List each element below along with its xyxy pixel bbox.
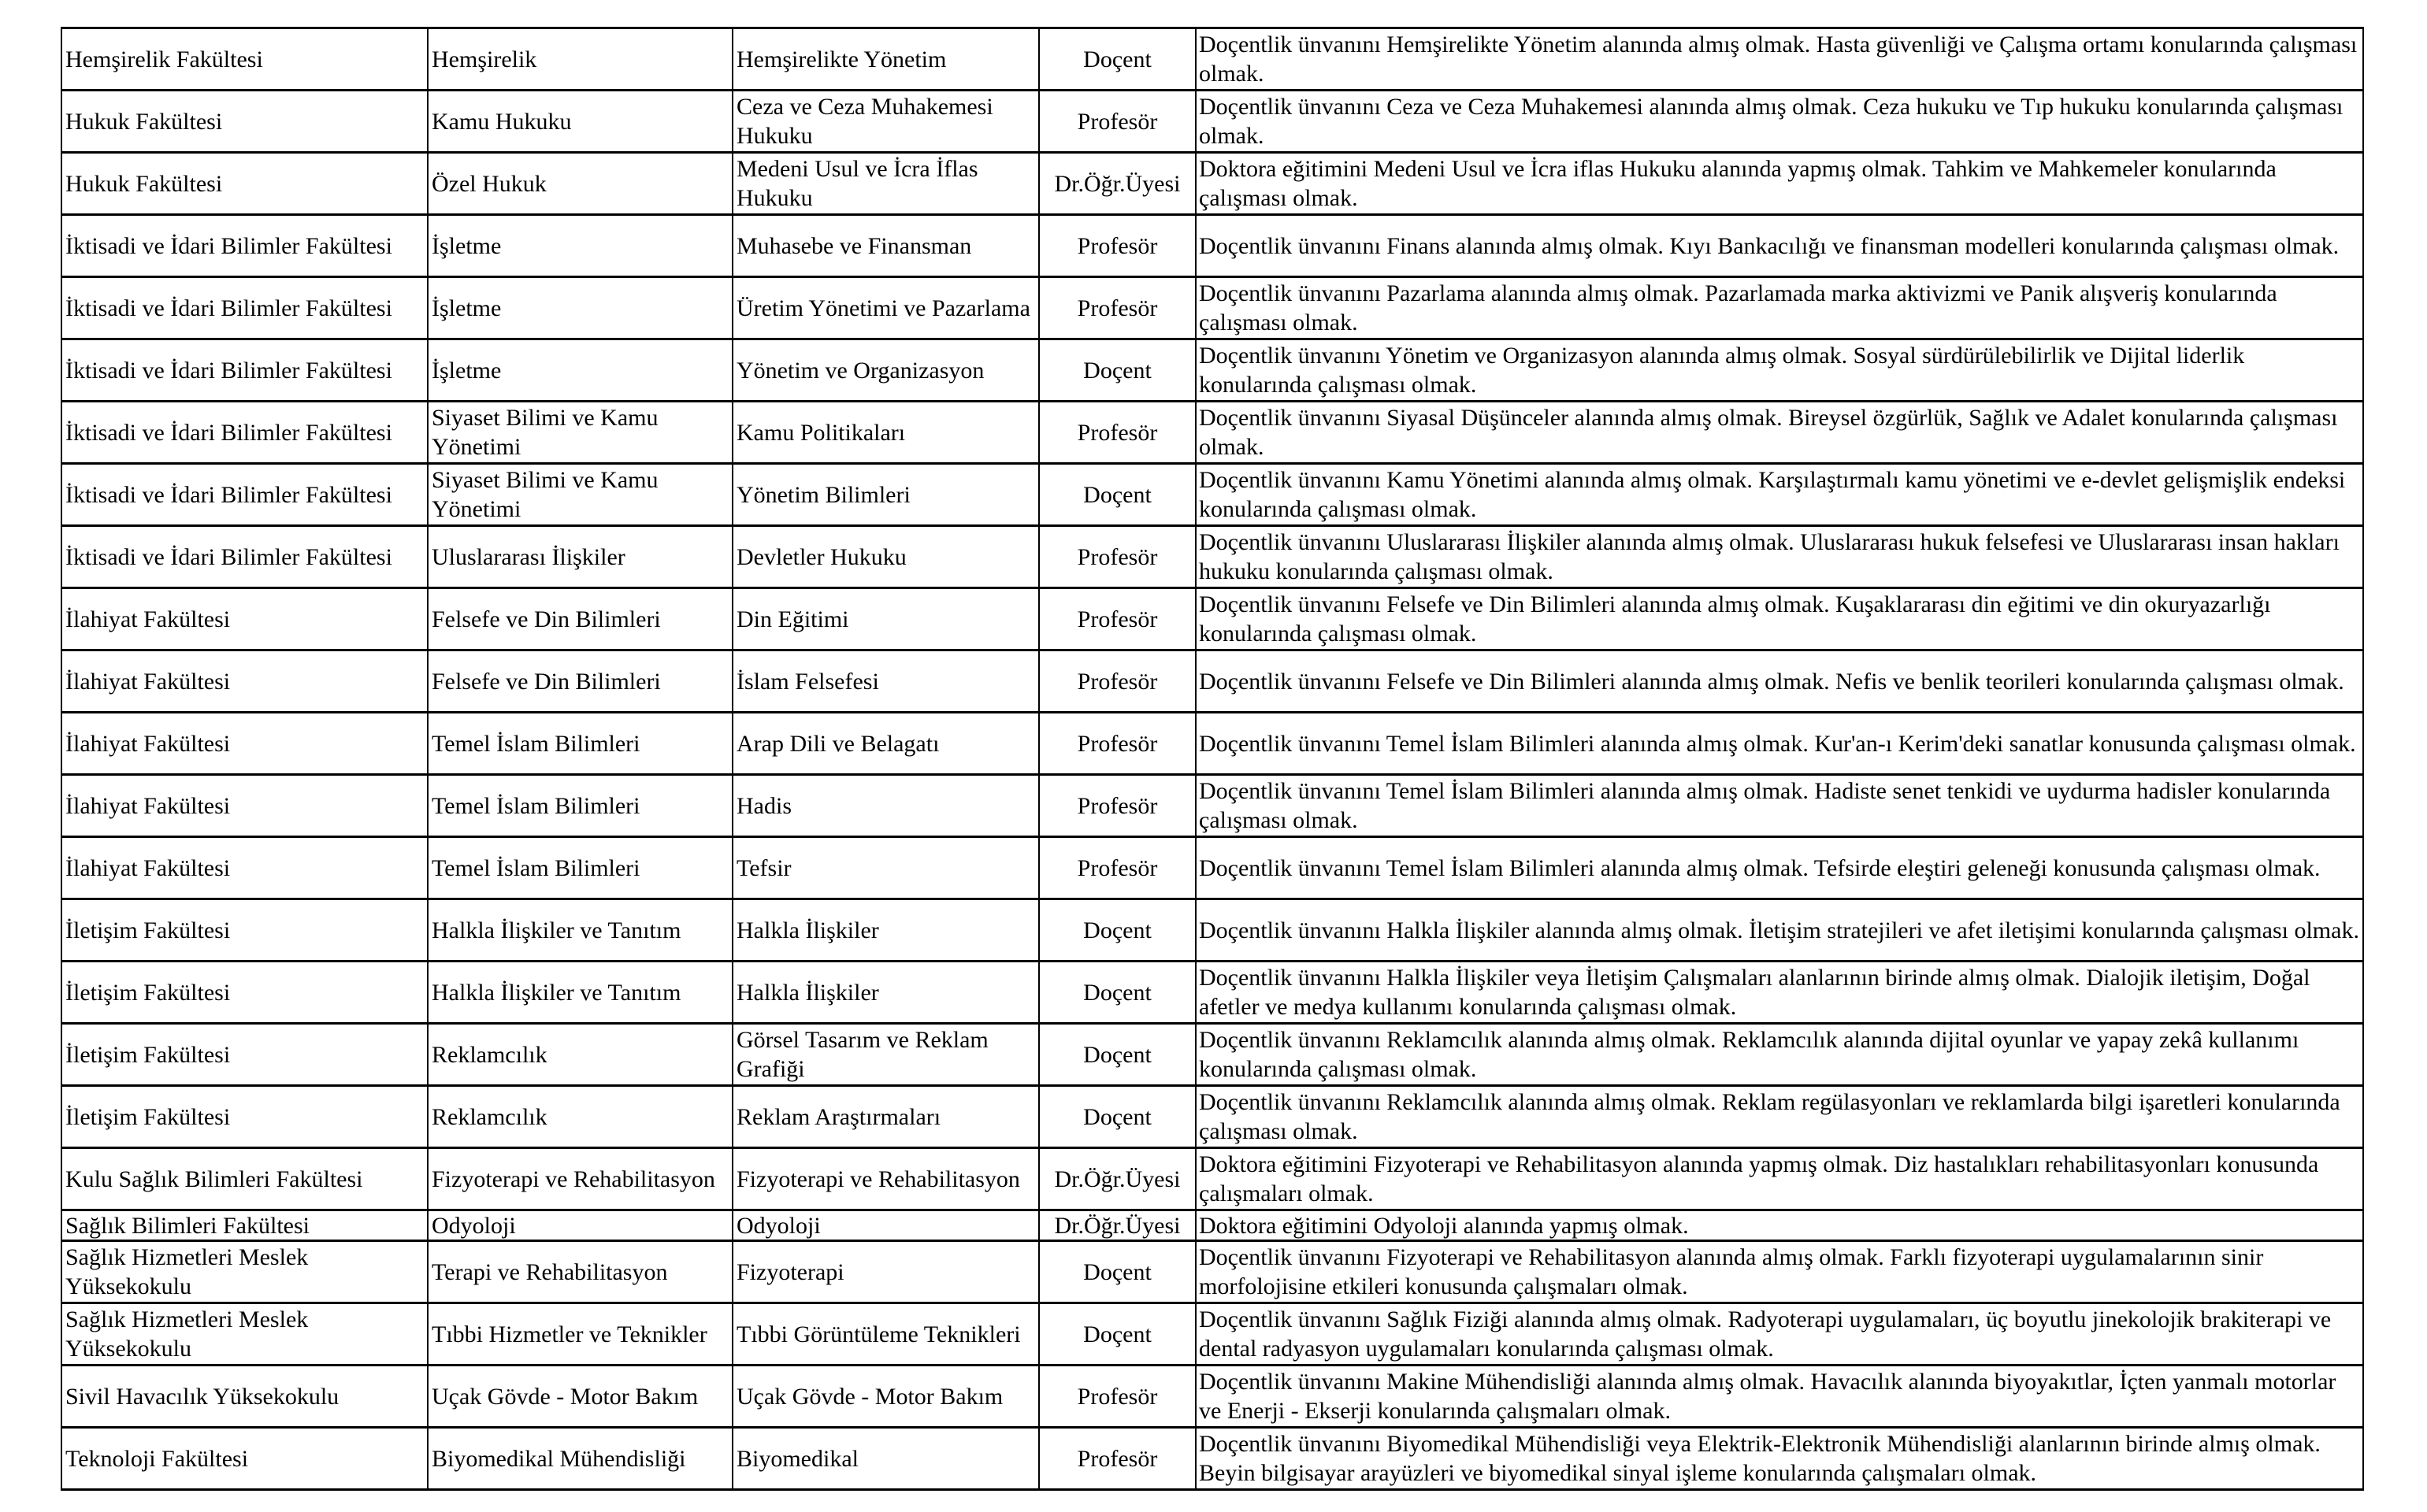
department-cell: Temel İslam Bilimleri (428, 775, 733, 837)
table-row (61, 899, 2363, 962)
division-cell: Devletler Hukuku (733, 526, 1039, 588)
requirement-cell: Doçentlik ünvanını Temel İslam Bilimleri alanında almış olmak. Hadiste senet tenkidi ve uydurma hadisler konularında çalışması olmak. (1196, 775, 2363, 837)
department-cell: Fizyoterapi ve Rehabilitasyon (428, 1148, 733, 1210)
table-row (61, 650, 2363, 713)
division-cell: Tıbbi Görüntüleme Teknikleri (733, 1303, 1039, 1366)
title-cell: Doçent (1039, 1303, 1196, 1366)
table-row (61, 588, 2363, 650)
department-cell: Odyoloji (428, 1210, 733, 1241)
faculty-cell: Teknoloji Fakültesi (61, 1428, 428, 1490)
faculty-cell: İktisadi ve İdari Bilimler Fakültesi (61, 339, 428, 402)
requirement-cell: Doçentlik ünvanını Felsefe ve Din Bilimleri alanında almış olmak. Nefis ve benlik teorileri konularında çalışması olmak. (1196, 650, 2363, 713)
division-cell: Görsel Tasarım ve Reklam Grafiği (733, 1024, 1039, 1086)
requirement-cell: Doçentlik ünvanını Kamu Yönetimi alanında almış olmak. Karşılaştırmalı kamu yönetimi ve e-devlet gelişmişlik endeksi konularında çalışması olmak. (1196, 464, 2363, 526)
requirement-cell: Doçentlik ünvanını Halkla İlişkiler veya İletişim Çalışmaları alanlarının birinde almış olmak. Dialojik iletişim, Doğal afetler ve medya kullanımı konularında çalışması olmak. (1196, 962, 2363, 1024)
division-cell: Reklam Araştırmaları (733, 1086, 1039, 1148)
division-cell: Fizyoterapi ve Rehabilitasyon (733, 1148, 1039, 1210)
table-row (61, 277, 2363, 339)
faculty-cell: İktisadi ve İdari Bilimler Fakültesi (61, 526, 428, 588)
title-cell: Doçent (1039, 962, 1196, 1024)
table-row (61, 1024, 2363, 1086)
title-cell: Profesör (1039, 650, 1196, 713)
faculty-positions-table (61, 27, 2364, 1491)
table-row (61, 402, 2363, 464)
department-cell: Terapi ve Rehabilitasyon (428, 1241, 733, 1303)
title-cell: Doçent (1039, 1241, 1196, 1303)
title-cell: Doçent (1039, 899, 1196, 962)
faculty-cell: Sağlık Bilimleri Fakültesi (61, 1210, 428, 1241)
requirement-cell: Doktora eğitimini Odyoloji alanında yapmış olmak. (1196, 1210, 2363, 1241)
division-cell: Arap Dili ve Belagatı (733, 713, 1039, 775)
division-cell: İslam Felsefesi (733, 650, 1039, 713)
requirement-cell: Doçentlik ünvanını Biyomedikal Mühendisliği veya Elektrik-Elektronik Mühendisliği alanlarının birinde almış olmak. Beyin bilgisayar arayüzleri ve biyomedikal sinyal işleme konularında çalışmaları olmak. (1196, 1428, 2363, 1490)
title-cell: Profesör (1039, 713, 1196, 775)
requirement-cell: Doçentlik ünvanını Reklamcılık alanında almış olmak. Reklamcılık alanında dijital oyunlar ve yapay zekâ kullanımı konularında çalışması olmak. (1196, 1024, 2363, 1086)
division-cell: Ceza ve Ceza Muhakemesi Hukuku (733, 91, 1039, 153)
requirement-cell: Doçentlik ünvanını Pazarlama alanında almış olmak. Pazarlamada marka aktivizmi ve Panik alışveriş konularında çalışması olmak. (1196, 277, 2363, 339)
requirement-cell: Doçentlik ünvanını Makine Mühendisliği alanında almış olmak. Havacılık alanında biyoyakıtlar, İçten yanmalı motorlar ve Enerji - Ekserji konularında çalışmaları olmak. (1196, 1366, 2363, 1428)
title-cell: Doçent (1039, 464, 1196, 526)
title-cell: Doçent (1039, 339, 1196, 402)
division-cell: Medeni Usul ve İcra İflas Hukuku (733, 153, 1039, 215)
table-row (61, 962, 2363, 1024)
faculty-cell: Kulu Sağlık Bilimleri Fakültesi (61, 1148, 428, 1210)
faculty-cell: İktisadi ve İdari Bilimler Fakültesi (61, 402, 428, 464)
title-cell: Profesör (1039, 215, 1196, 277)
table-body (61, 28, 2363, 1490)
faculty-cell: İletişim Fakültesi (61, 1024, 428, 1086)
faculty-cell: Sağlık Hizmetleri Meslek Yüksekokulu (61, 1303, 428, 1366)
division-cell: Odyoloji (733, 1210, 1039, 1241)
requirement-cell: Doçentlik ünvanını Finans alanında almış olmak. Kıyı Bankacılığı ve finansman modelleri konularında çalışması olmak. (1196, 215, 2363, 277)
division-cell: Hemşirelikte Yönetim (733, 28, 1039, 91)
division-cell: Uçak Gövde - Motor Bakım (733, 1366, 1039, 1428)
department-cell: Hemşirelik (428, 28, 733, 91)
faculty-cell: İletişim Fakültesi (61, 962, 428, 1024)
department-cell: Halkla İlişkiler ve Tanıtım (428, 899, 733, 962)
requirement-cell: Doçentlik ünvanını Fizyoterapi ve Rehabilitasyon alanında almış olmak. Farklı fizyoterapi uygulamalarının sinir morfolojisine etkileri konusunda çalışmaları olmak. (1196, 1241, 2363, 1303)
department-cell: Temel İslam Bilimleri (428, 713, 733, 775)
division-cell: Yönetim ve Organizasyon (733, 339, 1039, 402)
table-row (61, 713, 2363, 775)
requirement-cell: Doçentlik ünvanını Uluslararası İlişkiler alanında almış olmak. Uluslararası hukuk felsefesi ve Uluslararası insan hakları hukuku konularında çalışması olmak. (1196, 526, 2363, 588)
division-cell: Din Eğitimi (733, 588, 1039, 650)
requirement-cell: Doçentlik ünvanını Reklamcılık alanında almış olmak. Reklam regülasyonları ve reklamlarda bilgi işaretleri konularında çalışması olmak. (1196, 1086, 2363, 1148)
department-cell: Özel Hukuk (428, 153, 733, 215)
department-cell: Siyaset Bilimi ve Kamu Yönetimi (428, 402, 733, 464)
title-cell: Profesör (1039, 588, 1196, 650)
requirement-cell: Doçentlik ünvanını Ceza ve Ceza Muhakemesi alanında almış olmak. Ceza hukuku ve Tıp hukuku konularında çalışması olmak. (1196, 91, 2363, 153)
requirement-cell: Doçentlik ünvanını Halkla İlişkiler alanında almış olmak. İletişim stratejileri ve afet iletişimi konularında çalışması olmak. (1196, 899, 2363, 962)
department-cell: Uluslararası İlişkiler (428, 526, 733, 588)
title-cell: Profesör (1039, 1428, 1196, 1490)
table-row (61, 28, 2363, 91)
requirement-cell: Doçentlik ünvanını Yönetim ve Organizasyon alanında almış olmak. Sosyal sürdürülebilirlik ve Dijital liderlik konularında çalışması olmak. (1196, 339, 2363, 402)
division-cell: Fizyoterapi (733, 1241, 1039, 1303)
requirement-cell: Doçentlik ünvanını Siyasal Düşünceler alanında almış olmak. Bireysel özgürlük, Sağlık ve Adalet konularında çalışması olmak. (1196, 402, 2363, 464)
table-row (61, 526, 2363, 588)
requirement-cell: Doçentlik ünvanını Temel İslam Bilimleri alanında almış olmak. Kur'an-ı Kerim'deki sanatlar konusunda çalışması olmak. (1196, 713, 2363, 775)
department-cell: İşletme (428, 215, 733, 277)
title-cell: Profesör (1039, 775, 1196, 837)
department-cell: Tıbbi Hizmetler ve Teknikler (428, 1303, 733, 1366)
title-cell: Dr.Öğr.Üyesi (1039, 153, 1196, 215)
faculty-cell: İlahiyat Fakültesi (61, 650, 428, 713)
faculty-cell: Hukuk Fakültesi (61, 91, 428, 153)
faculty-cell: İletişim Fakültesi (61, 899, 428, 962)
title-cell: Profesör (1039, 837, 1196, 899)
faculty-cell: Sağlık Hizmetleri Meslek Yüksekokulu (61, 1241, 428, 1303)
title-cell: Profesör (1039, 1366, 1196, 1428)
division-cell: Kamu Politikaları (733, 402, 1039, 464)
faculty-cell: İlahiyat Fakültesi (61, 837, 428, 899)
department-cell: Kamu Hukuku (428, 91, 733, 153)
table-row (61, 1241, 2363, 1303)
division-cell: Tefsir (733, 837, 1039, 899)
division-cell: Halkla İlişkiler (733, 899, 1039, 962)
division-cell: Yönetim Bilimleri (733, 464, 1039, 526)
title-cell: Profesör (1039, 526, 1196, 588)
requirement-cell: Doçentlik ünvanını Hemşirelikte Yönetim alanında almış olmak. Hasta güvenliği ve Çalışma ortamı konularında çalışması olmak. (1196, 28, 2363, 91)
table-row (61, 91, 2363, 153)
table-row (61, 215, 2363, 277)
faculty-cell: Sivil Havacılık Yüksekokulu (61, 1366, 428, 1428)
division-cell: Hadis (733, 775, 1039, 837)
department-cell: Halkla İlişkiler ve Tanıtım (428, 962, 733, 1024)
division-cell: Üretim Yönetimi ve Pazarlama (733, 277, 1039, 339)
division-cell: Muhasebe ve Finansman (733, 215, 1039, 277)
department-cell: İşletme (428, 277, 733, 339)
title-cell: Doçent (1039, 1086, 1196, 1148)
title-cell: Doçent (1039, 28, 1196, 91)
faculty-cell: İktisadi ve İdari Bilimler Fakültesi (61, 277, 428, 339)
table-row (61, 775, 2363, 837)
faculty-cell: İktisadi ve İdari Bilimler Fakültesi (61, 464, 428, 526)
table-row (61, 1086, 2363, 1148)
title-cell: Profesör (1039, 91, 1196, 153)
table-row (61, 1210, 2363, 1241)
department-cell: Siyaset Bilimi ve Kamu Yönetimi (428, 464, 733, 526)
requirement-cell: Doktora eğitimini Fizyoterapi ve Rehabilitasyon alanında yapmış olmak. Diz hastalıkları rehabilitasyonları konusunda çalışmaları olmak. (1196, 1148, 2363, 1210)
faculty-cell: Hemşirelik Fakültesi (61, 28, 428, 91)
department-cell: Temel İslam Bilimleri (428, 837, 733, 899)
department-cell: İşletme (428, 339, 733, 402)
requirement-cell: Doçentlik ünvanını Sağlık Fiziği alanında almış olmak. Radyoterapi uygulamaları, üç boyutlu jinekolojik brakiterapi ve dental radyasyon uygulamaları konularında çalışması olmak. (1196, 1303, 2363, 1366)
title-cell: Dr.Öğr.Üyesi (1039, 1210, 1196, 1241)
division-cell: Halkla İlişkiler (733, 962, 1039, 1024)
table-row (61, 1428, 2363, 1490)
faculty-cell: İletişim Fakültesi (61, 1086, 428, 1148)
table-row (61, 837, 2363, 899)
division-cell: Biyomedikal (733, 1428, 1039, 1490)
department-cell: Felsefe ve Din Bilimleri (428, 650, 733, 713)
table-row (61, 1303, 2363, 1366)
title-cell: Doçent (1039, 1024, 1196, 1086)
requirement-cell: Doçentlik ünvanını Felsefe ve Din Bilimleri alanında almış olmak. Kuşaklararası din eğitimi ve din okuryazarlığı konularında çalışması olmak. (1196, 588, 2363, 650)
faculty-cell: İktisadi ve İdari Bilimler Fakültesi (61, 215, 428, 277)
table-row (61, 153, 2363, 215)
department-cell: Biyomedikal Mühendisliği (428, 1428, 733, 1490)
faculty-cell: Hukuk Fakültesi (61, 153, 428, 215)
faculty-cell: İlahiyat Fakültesi (61, 713, 428, 775)
title-cell: Dr.Öğr.Üyesi (1039, 1148, 1196, 1210)
table-row (61, 339, 2363, 402)
department-cell: Uçak Gövde - Motor Bakım (428, 1366, 733, 1428)
faculty-cell: İlahiyat Fakültesi (61, 775, 428, 837)
title-cell: Profesör (1039, 402, 1196, 464)
department-cell: Felsefe ve Din Bilimleri (428, 588, 733, 650)
department-cell: Reklamcılık (428, 1024, 733, 1086)
table-row (61, 464, 2363, 526)
table-row (61, 1366, 2363, 1428)
title-cell: Profesör (1039, 277, 1196, 339)
requirement-cell: Doktora eğitimini Medeni Usul ve İcra iflas Hukuku alanında yapmış olmak. Tahkim ve Mahkemeler konularında çalışması olmak. (1196, 153, 2363, 215)
requirement-cell: Doçentlik ünvanını Temel İslam Bilimleri alanında almış olmak. Tefsirde eleştiri geleneği konusunda çalışması olmak. (1196, 837, 2363, 899)
department-cell: Reklamcılık (428, 1086, 733, 1148)
table-row (61, 1148, 2363, 1210)
faculty-cell: İlahiyat Fakültesi (61, 588, 428, 650)
